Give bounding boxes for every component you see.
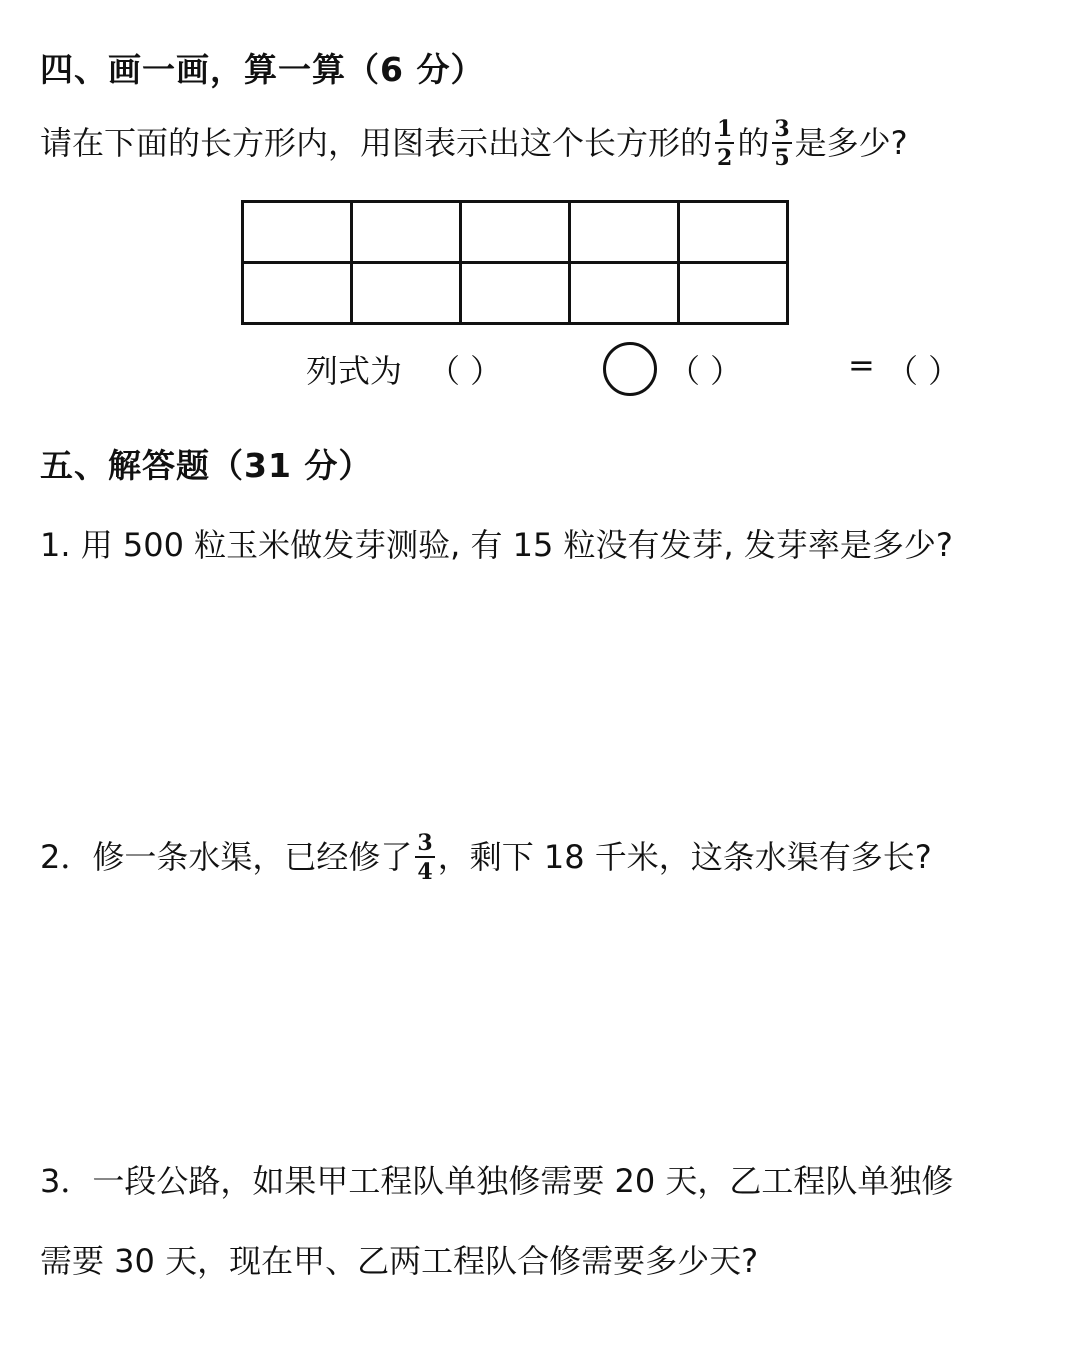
formula-label: 列式为: [306, 352, 403, 390]
grid-cell[interactable]: [244, 203, 353, 264]
fraction-three-fifths: [772, 115, 791, 171]
fraction-numerator: 1: [717, 115, 733, 142]
grid-cell[interactable]: [680, 203, 789, 264]
grid-cell[interactable]: [680, 264, 789, 325]
formula-blank-3[interactable]: （ ）: [886, 352, 961, 390]
question-suffix: 是多少?: [794, 124, 908, 162]
formula-blank-2[interactable]: （ ）: [668, 352, 743, 390]
question-3-line-2: 需要 30 天，现在甲、乙两工程队合修需要多少天?: [40, 1242, 759, 1280]
section4-heading: 四、画一画，算一算（6 分）: [40, 50, 485, 89]
section5-heading: 五、解答题（31 分）: [40, 446, 373, 485]
grid-cell[interactable]: [571, 203, 680, 264]
fraction-denominator: 2: [717, 144, 733, 171]
fraction-one-half: [715, 115, 734, 171]
operator-circle[interactable]: [603, 342, 657, 396]
grid-cell[interactable]: [462, 264, 571, 325]
question-3-line-1: 3．一段公路，如果甲工程队单独修需要 20 天，乙工程队单独修: [40, 1162, 954, 1200]
question-1: 1. 用 500 粒玉米做发芽测验, 有 15 粒没有发芽, 发芽率是多少?: [40, 526, 953, 564]
question-2: [40, 829, 932, 885]
question-prefix: 请在下面的长方形内，用图表示出这个长方形的: [40, 124, 713, 162]
fraction-denominator: 5: [774, 144, 790, 171]
fraction-numerator: 3: [774, 115, 790, 142]
question-2-prefix: 2．修一条水渠，已经修了: [40, 838, 413, 876]
fraction-denominator: 4: [417, 858, 433, 885]
rectangle-grid[interactable]: [241, 200, 789, 325]
question-2-suffix: ，剩下 18 千米，这条水渠有多长?: [437, 838, 932, 876]
grid-cell[interactable]: [571, 264, 680, 325]
grid-cell[interactable]: [244, 264, 353, 325]
section4-question: [40, 115, 908, 171]
fraction-numerator: 3: [417, 829, 433, 856]
formula-equals: =: [848, 346, 875, 384]
formula-blank-1[interactable]: （ ）: [428, 352, 503, 390]
grid-cell[interactable]: [353, 264, 462, 325]
grid-cell[interactable]: [353, 203, 462, 264]
question-mid: 的: [737, 124, 770, 162]
fraction-three-quarters: [415, 829, 434, 885]
grid-cell[interactable]: [462, 203, 571, 264]
